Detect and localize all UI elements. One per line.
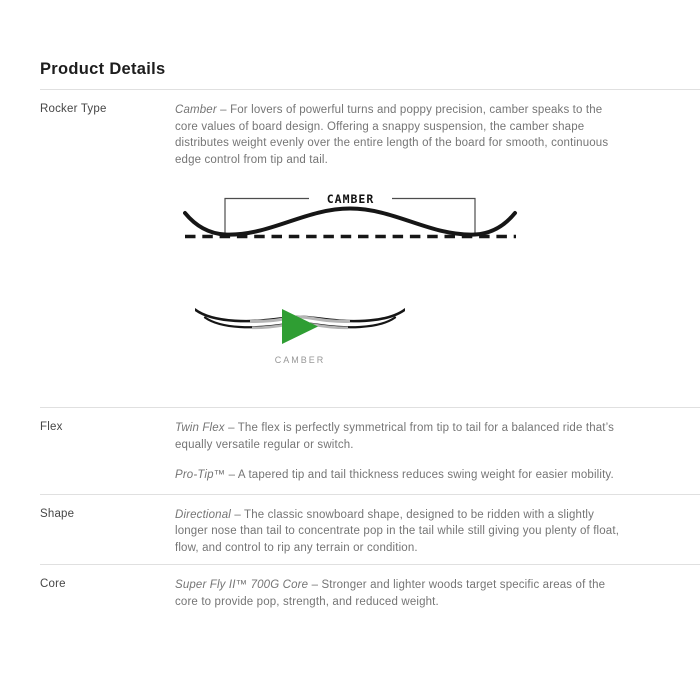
description-text: – The classic snowboard shape, designed to be ridden with a slightly longer nose than tail to concentrate pop in the tail while still giving you plenty of float, flow, and control to rip any terrain or condition. <box>175 508 620 554</box>
row-flex <box>40 407 700 494</box>
description-term: Directional <box>175 508 231 521</box>
description-term: Twin Flex <box>175 422 225 434</box>
camber-diagram <box>183 188 518 250</box>
row-label: Flex <box>40 421 63 433</box>
row-core <box>40 564 700 624</box>
description-text: – A tapered tip and tail thickness reduces swing weight for easier mobility. <box>228 469 614 481</box>
row-content <box>175 420 640 484</box>
row-content <box>175 102 640 365</box>
description-paragraph <box>175 102 620 168</box>
description-paragraph <box>175 420 620 453</box>
camber-profile-caption: CAMBER <box>274 355 326 365</box>
row-content <box>175 577 640 610</box>
description-text: – For lovers of powerful turns and poppy precision, camber speaks to the core values of board design. Offering a snappy suspension, the camber shape distributes weight evenly over the entire length of the board for smooth, continuous edge control from tip and tail. <box>175 104 609 166</box>
page-title: Product Details <box>40 60 166 78</box>
row-label: Rocker Type <box>40 103 107 115</box>
description-paragraph <box>175 507 620 557</box>
description-term: Super Fly II™ 700G Core <box>175 579 309 591</box>
description-term: Camber <box>175 104 217 116</box>
row-content <box>175 507 640 557</box>
description-text: – The flex is perfectly symmetrical from tip to tail for a balanced ride that’s equally versatile regular or switch. <box>175 422 615 451</box>
row-shape <box>40 494 700 565</box>
bend-profile-block <box>195 302 405 365</box>
camber-bracket-label: CAMBER <box>326 192 375 206</box>
camber-profile-icon <box>195 302 405 348</box>
row-label: Shape <box>40 507 75 520</box>
description-term: Pro-Tip™ <box>175 469 226 481</box>
row-label: Core <box>40 578 66 590</box>
green-arrow-icon <box>282 309 318 344</box>
row-rocker-type <box>40 90 700 407</box>
description-paragraph <box>175 577 620 610</box>
details-table <box>40 89 700 624</box>
description-paragraph <box>175 467 620 484</box>
board-curve <box>185 209 515 235</box>
description-text: – Stronger and lighter woods target specific areas of the core to provide pop, strength, and reduced weight. <box>175 579 606 608</box>
